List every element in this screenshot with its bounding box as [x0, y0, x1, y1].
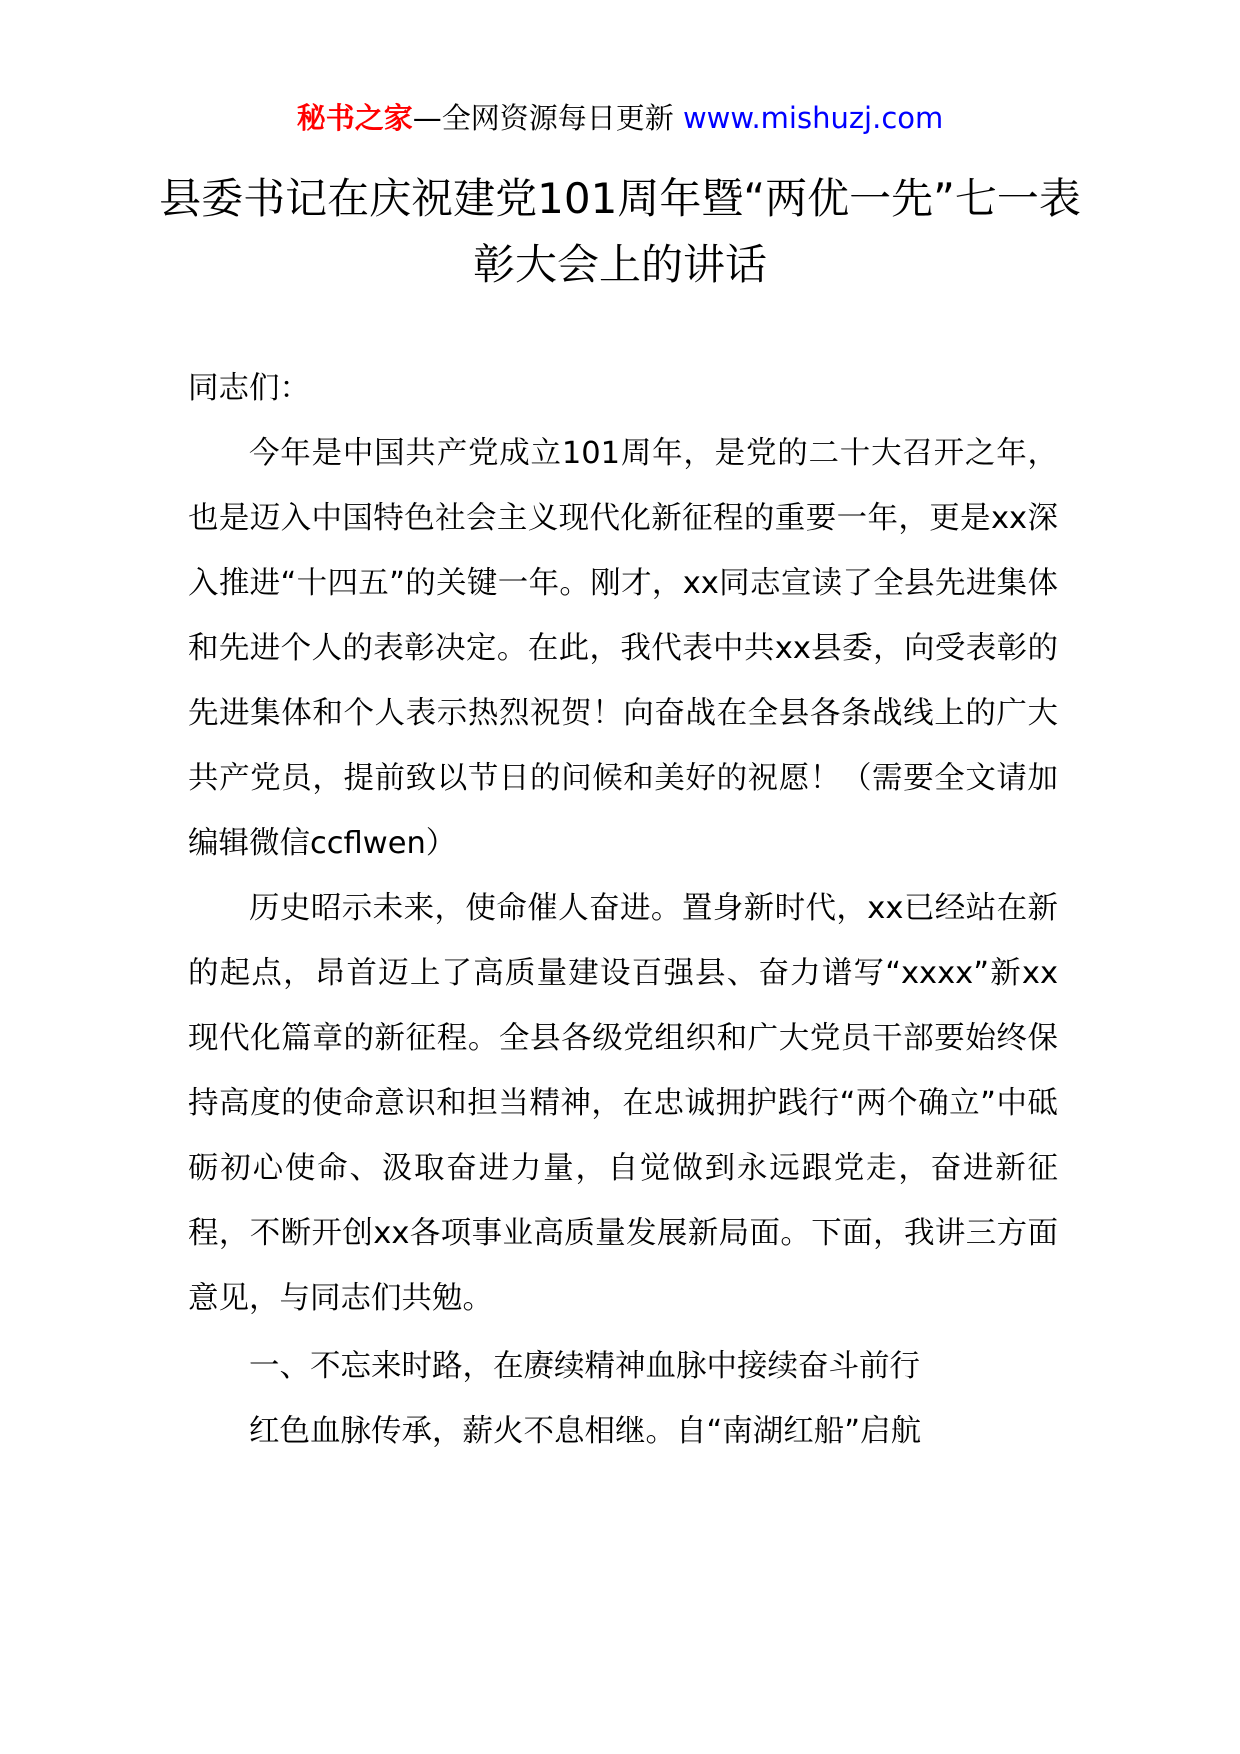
- salutation: 同志们：: [188, 371, 310, 406]
- body-paragraph: 历史昭示未来，使命催人奋进。置身新时代，xx已经站在新的起点，昂首迈上了高质量建设百强县、奋力谱写“xxxx”新xx现代化篇章的新征程。全县各级党组织和广大党员干部要始终保持高度的使命意识和担当精神，在忠诚拥护践行“两个确立”中砥砺初心使命、汲取奋进力量，自觉做到永远跟党走，奋进新征程，不断开创xx各项事业高质量发展新局面。下面，我讲三方面意见，与同志们共勉。: [188, 891, 1058, 1316]
- section-heading: 一、不忘来时路，在赓续精神血脉中接续奋斗前行: [249, 1349, 920, 1384]
- body-paragraph: 红色血脉传承，薪火不息相继。自“南湖红船”启航: [249, 1414, 922, 1449]
- site-brand: 秘书之家: [296, 101, 413, 135]
- site-url-link[interactable]: www.mishuzj.com: [682, 101, 944, 135]
- document-body: [188, 356, 1058, 1464]
- body-paragraph: 今年是中国共产党成立101周年，是党的二十大召开之年，也是迈入中国特色社会主义现代化新征程的重要一年，更是xx深入推进“十四五”的关键一年。刚才，xx同志宣读了全县先进集体和先进个人的表彰决定。在此，我代表中共xx县委，向受表彰的先进集体和个人表示热烈祝贺！向奋战在全县各条战线上的广大共产党员，提前致以节日的问候和美好的祝愿！（需要全文请加编辑微信ccflwen）: [188, 436, 1058, 861]
- site-tagline: —全网资源每日更新: [412, 101, 674, 135]
- site-header: [0, 98, 1240, 138]
- document-title: 县委书记在庆祝建党101周年暨“两优一先”七一表彰大会上的讲话: [159, 174, 1081, 289]
